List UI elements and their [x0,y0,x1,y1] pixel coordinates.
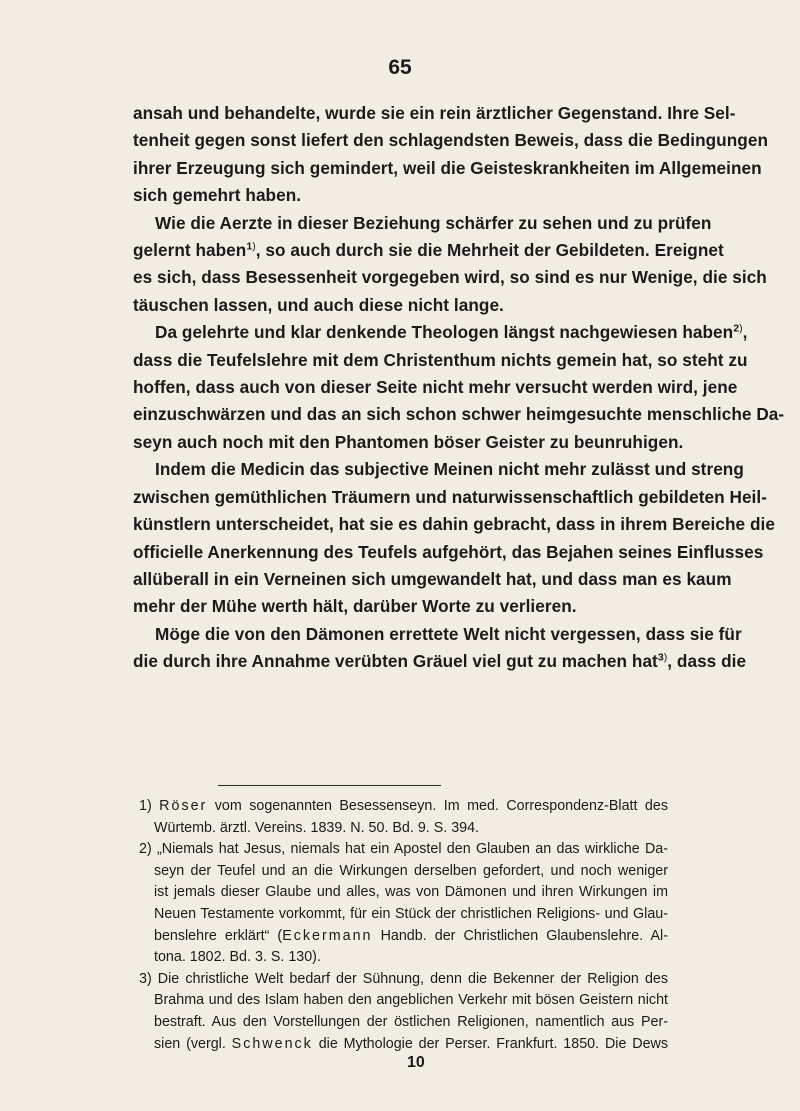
footnote-line: sien (vergl. Schwenck die Mythologie der Perser. Frankfurt. 1850. Die Dews [154,1035,668,1052]
text-line: dass die Teufelslehre mit dem Christenthum nichts gemein hat, so steht zu [133,349,748,370]
text-line: mehr der Mühe werth hält, darüber Worte zu verlieren. [133,596,577,617]
text-line: officielle Anerkennung des Teufels aufgehört, das Bejahen seines Einflusses [133,541,764,562]
text-line: sich gemehrt haben. [133,185,302,206]
text-line: hoffen, dass auch von dieser Seite nicht mehr versucht werden wird, jene [133,377,738,398]
footnote-line: tona. 1802. Bd. 3. S. 130). [154,949,321,966]
text-segment: , [742,322,748,343]
text-line: täuschen lassen, und auch diese nicht lange. [133,294,504,315]
footnote-1: 1) Röser vom sogenannten Besessenseyn. Im med. Correspondenz-Blatt des [139,798,668,814]
page-number: 65 [388,56,412,79]
text-line: tenheit gegen sonst liefert den schlagendsten Beweis, dass die Bedingungen [133,130,768,151]
text-segment: Da gelehrte und klar denkende Theologen längst nachgewiesen haben [155,322,734,343]
footnote-3: 3) Die christliche Welt bedarf der Sühnung, denn die Bekenner der Religion des [139,970,668,987]
footnote-line: Brahma und des Islam haben den angeblichen Verkehr mit bösen Geistern nicht [154,992,668,1009]
text-line: es sich, dass Besessenheit vorgegeben wird, so sind es nur Wenige, die sich [133,267,767,288]
text-line: ihrer Erzeugung sich gemindert, weil die Geisteskrankheiten im Allgemeinen [133,157,762,178]
footnote-separator [218,785,441,786]
footnote-line: Neuen Testamente vorkommt, für ein Stück der christlichen Religions- und Glau- [154,905,668,922]
main-text [133,100,785,676]
text-line [133,319,748,346]
footnote-line: seyn der Teufel und an die Wirkungen derselben gefordert, und noch weniger [154,862,668,879]
text-line [133,648,747,675]
text-segment: gelernt haben [133,240,247,261]
footnotes [133,796,668,1055]
footnote-line: benslehre erklärt“ (Eckermann Handb. der Christlichen Glaubenslehre. Al- [154,927,668,944]
text-segment: , so auch durch sie die Mehrheit der Gebildeten. Ereignet [255,240,724,261]
text-line: künstlern unterscheidet, hat sie es dahin gebracht, dass in ihrem Bereiche die [133,514,775,535]
footnote-ref: 2) [733,322,743,335]
text-line: Möge die von den Dämonen errettete Welt nicht vergessen, dass sie für [155,623,742,644]
text-segment: , dass die [667,651,747,672]
footnote-ref: 1) [246,240,256,253]
footnote-line: Würtemb. ärztl. Vereins. 1839. N. 50. Bd. 9. S. 394. [154,819,480,836]
text-line: zwischen gemüthlichen Träumern und naturwissenschaftlich gebildeten Heil- [133,486,767,507]
text-line: allüberall in ein Verneinen sich umgewandelt hat, und dass man es kaum [133,568,732,589]
text-line: Wie die Aerzte in dieser Beziehung schärfer zu sehen und zu prüfen [155,212,712,233]
text-line: einzuschwärzen und das an sich schon schwer heimgesuchte menschliche Da- [133,404,785,425]
text-segment: die durch ihre Annahme verübten Gräuel viel gut zu machen hat [133,651,658,672]
signature-mark: 10 [407,1054,425,1071]
text-line: Indem die Medicin das subjective Meinen nicht mehr zulässt und streng [155,459,744,480]
footnote-ref: 3) [657,651,668,664]
footnote-line: bestraft. Aus den Vorstellungen der östlichen Religionen, namentlich aus Per- [154,1013,668,1030]
text-line: ansah und behandelte, wurde sie ein rein ärztlicher Gegenstand. Ihre Sel- [133,103,736,123]
text-line: seyn auch noch mit den Phantomen böser Geister zu beunruhigen. [133,431,684,452]
footnote-line: ist jemals dieser Glaube und alles, was von Dämonen und ihren Wirkungen im [154,884,668,901]
footnote-2: 2) „Niemals hat Jesus, niemals hat ein Apostel den Glauben an das wirkliche Da- [139,841,668,858]
text-line [133,237,724,264]
